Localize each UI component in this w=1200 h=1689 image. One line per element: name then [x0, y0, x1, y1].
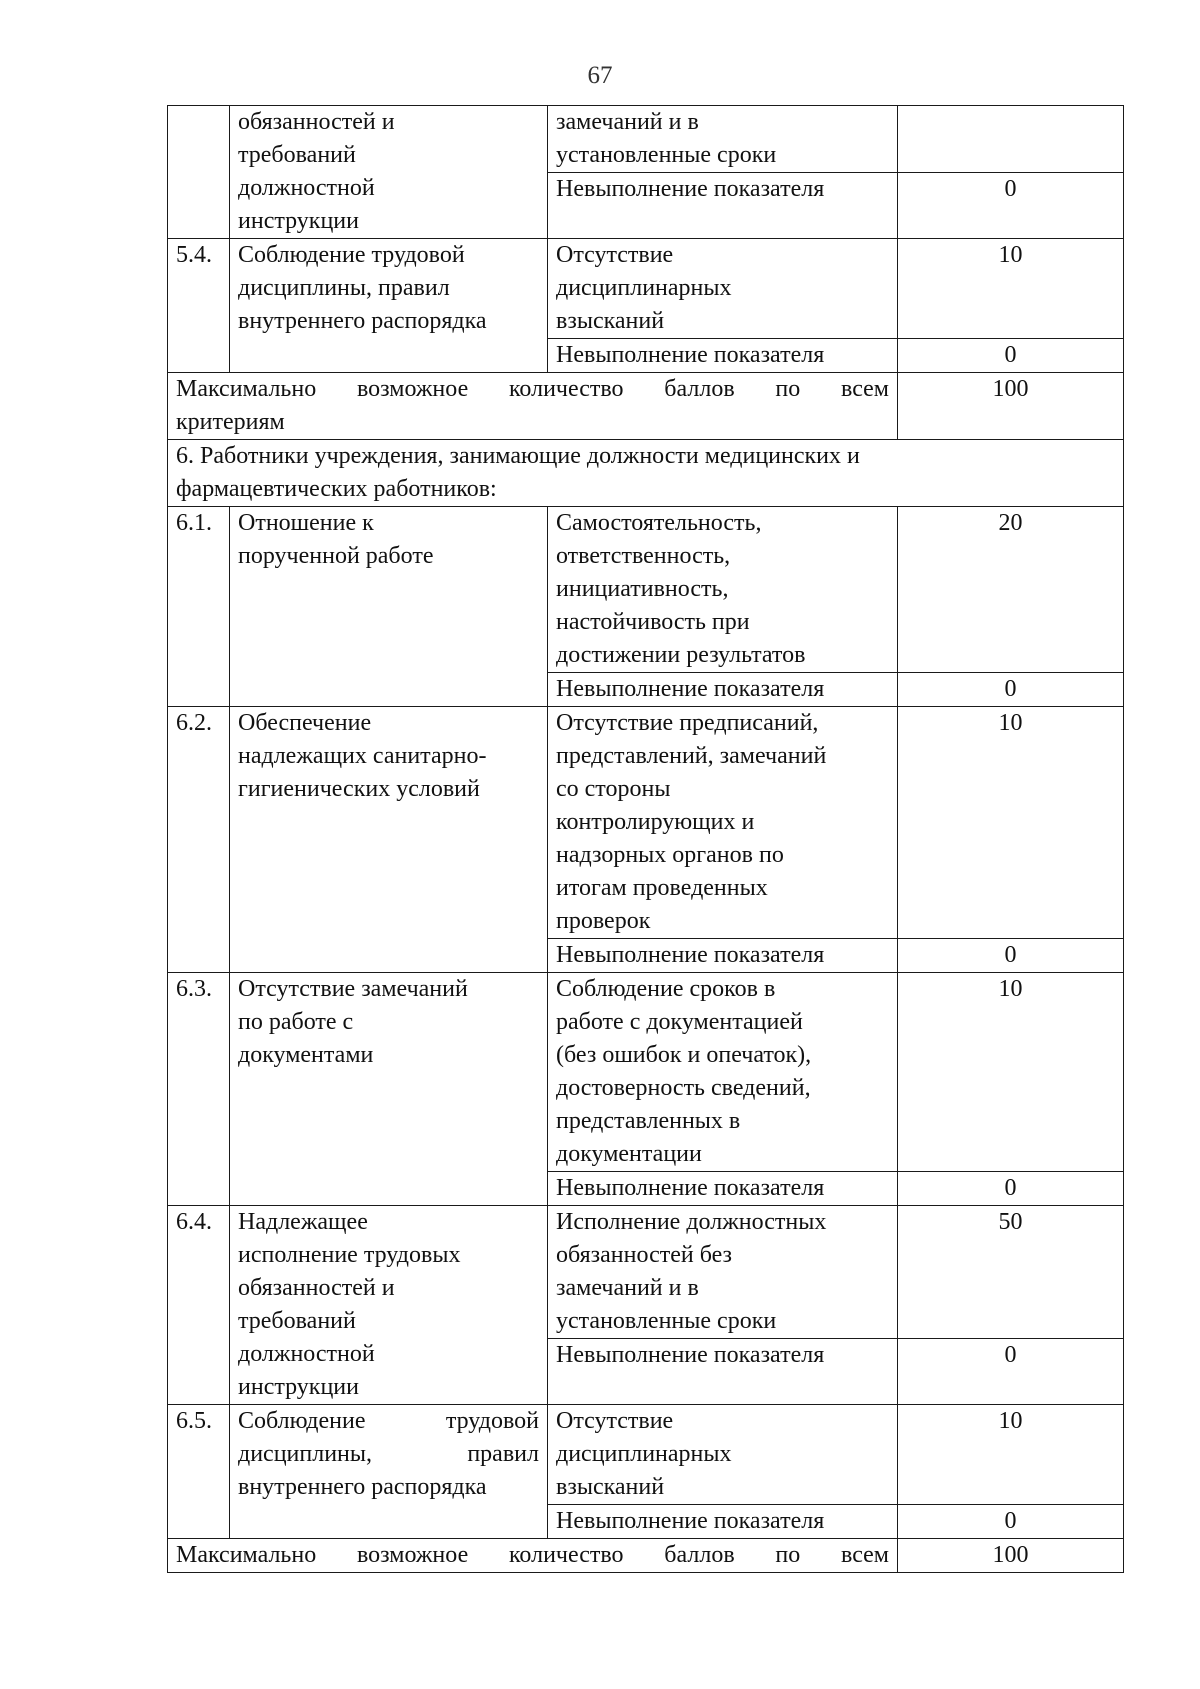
- points-value: 0: [898, 939, 1124, 973]
- indicator-text: Отсутствие дисциплинарных взысканий: [548, 1405, 898, 1505]
- points-value: 50: [898, 1206, 1124, 1339]
- indicator-text: Исполнение должностных обязанностей без замечаний и в установленные сроки: [548, 1206, 898, 1339]
- criterion-number: 6.1.: [168, 507, 230, 707]
- total-row: [168, 373, 1124, 440]
- criterion-name: Отсутствие замечаний по работе с документами: [230, 973, 548, 1206]
- page-number: 67: [587, 62, 613, 89]
- table-row: [168, 1206, 1124, 1339]
- indicator-text: Соблюдение сроков в работе с документацией (без ошибок и опечаток), достоверность сведений, представленных в документации: [548, 973, 898, 1172]
- points-value: 10: [898, 707, 1124, 939]
- criterion-name: Соблюдение трудовой дисциплины, правил внутреннего распорядка: [230, 239, 548, 373]
- table-row: [168, 973, 1124, 1172]
- indicator-text: Самостоятельность, ответственность, инициативность, настойчивость при достижении результатов: [548, 507, 898, 673]
- criterion-number: 5.4.: [168, 239, 230, 373]
- criterion-name: обязанностей и требований должностной инструкции: [230, 106, 548, 239]
- table-row: [168, 239, 1124, 339]
- points-value: 10: [898, 973, 1124, 1172]
- indicator-text: Невыполнение показателя: [548, 1172, 898, 1206]
- section-heading: 6. Работники учреждения, занимающие должности медицинских и фармацевтических работников:: [168, 440, 1124, 507]
- criteria-table: [167, 105, 1124, 1573]
- criterion-number: 6.5.: [168, 1405, 230, 1539]
- points-value: [898, 106, 1124, 173]
- criterion-name: Отношение к порученной работе: [230, 507, 548, 707]
- criterion-number: 6.2.: [168, 707, 230, 973]
- points-value: 0: [898, 173, 1124, 239]
- points-value: 0: [898, 1172, 1124, 1206]
- total-label: Максимально возможное количество баллов по всем: [168, 1539, 898, 1573]
- criterion-name: Обеспечение надлежащих санитарно- гигиенических условий: [230, 707, 548, 973]
- table-row: [168, 507, 1124, 673]
- points-value: 0: [898, 1505, 1124, 1539]
- indicator-text: Отсутствие предписаний, представлений, замечаний со стороны контролирующих и надзорных органов по итогам проведенных проверок: [548, 707, 898, 939]
- total-label: Максимально возможное количество баллов по всем критериям: [168, 373, 898, 440]
- indicator-text: Невыполнение показателя: [548, 339, 898, 373]
- indicator-text: Невыполнение показателя: [548, 173, 898, 239]
- section-header-row: [168, 440, 1124, 507]
- table-row: [168, 707, 1124, 939]
- table-row: [168, 106, 1124, 173]
- indicator-text: Невыполнение показателя: [548, 1339, 898, 1405]
- points-value: 10: [898, 1405, 1124, 1505]
- indicator-text: Невыполнение показателя: [548, 1505, 898, 1539]
- total-points: 100: [898, 373, 1124, 440]
- points-value: 0: [898, 1339, 1124, 1405]
- points-value: 20: [898, 507, 1124, 673]
- indicator-text: Невыполнение показателя: [548, 939, 898, 973]
- criterion-name: Надлежащее исполнение трудовых обязанностей и требований должностной инструкции: [230, 1206, 548, 1405]
- total-row: [168, 1539, 1124, 1573]
- indicator-text: Отсутствие дисциплинарных взысканий: [548, 239, 898, 339]
- total-points: 100: [898, 1539, 1124, 1573]
- table-row: [168, 1405, 1124, 1505]
- criterion-number: 6.3.: [168, 973, 230, 1206]
- indicator-text: замечаний и в установленные сроки: [548, 106, 898, 173]
- criterion-number: [168, 106, 230, 239]
- points-value: 0: [898, 339, 1124, 373]
- points-value: 0: [898, 673, 1124, 707]
- indicator-text: Невыполнение показателя: [548, 673, 898, 707]
- points-value: 10: [898, 239, 1124, 339]
- criterion-number: 6.4.: [168, 1206, 230, 1405]
- criterion-name: Соблюдение трудовой дисциплины, правил внутреннего распорядка: [230, 1405, 548, 1539]
